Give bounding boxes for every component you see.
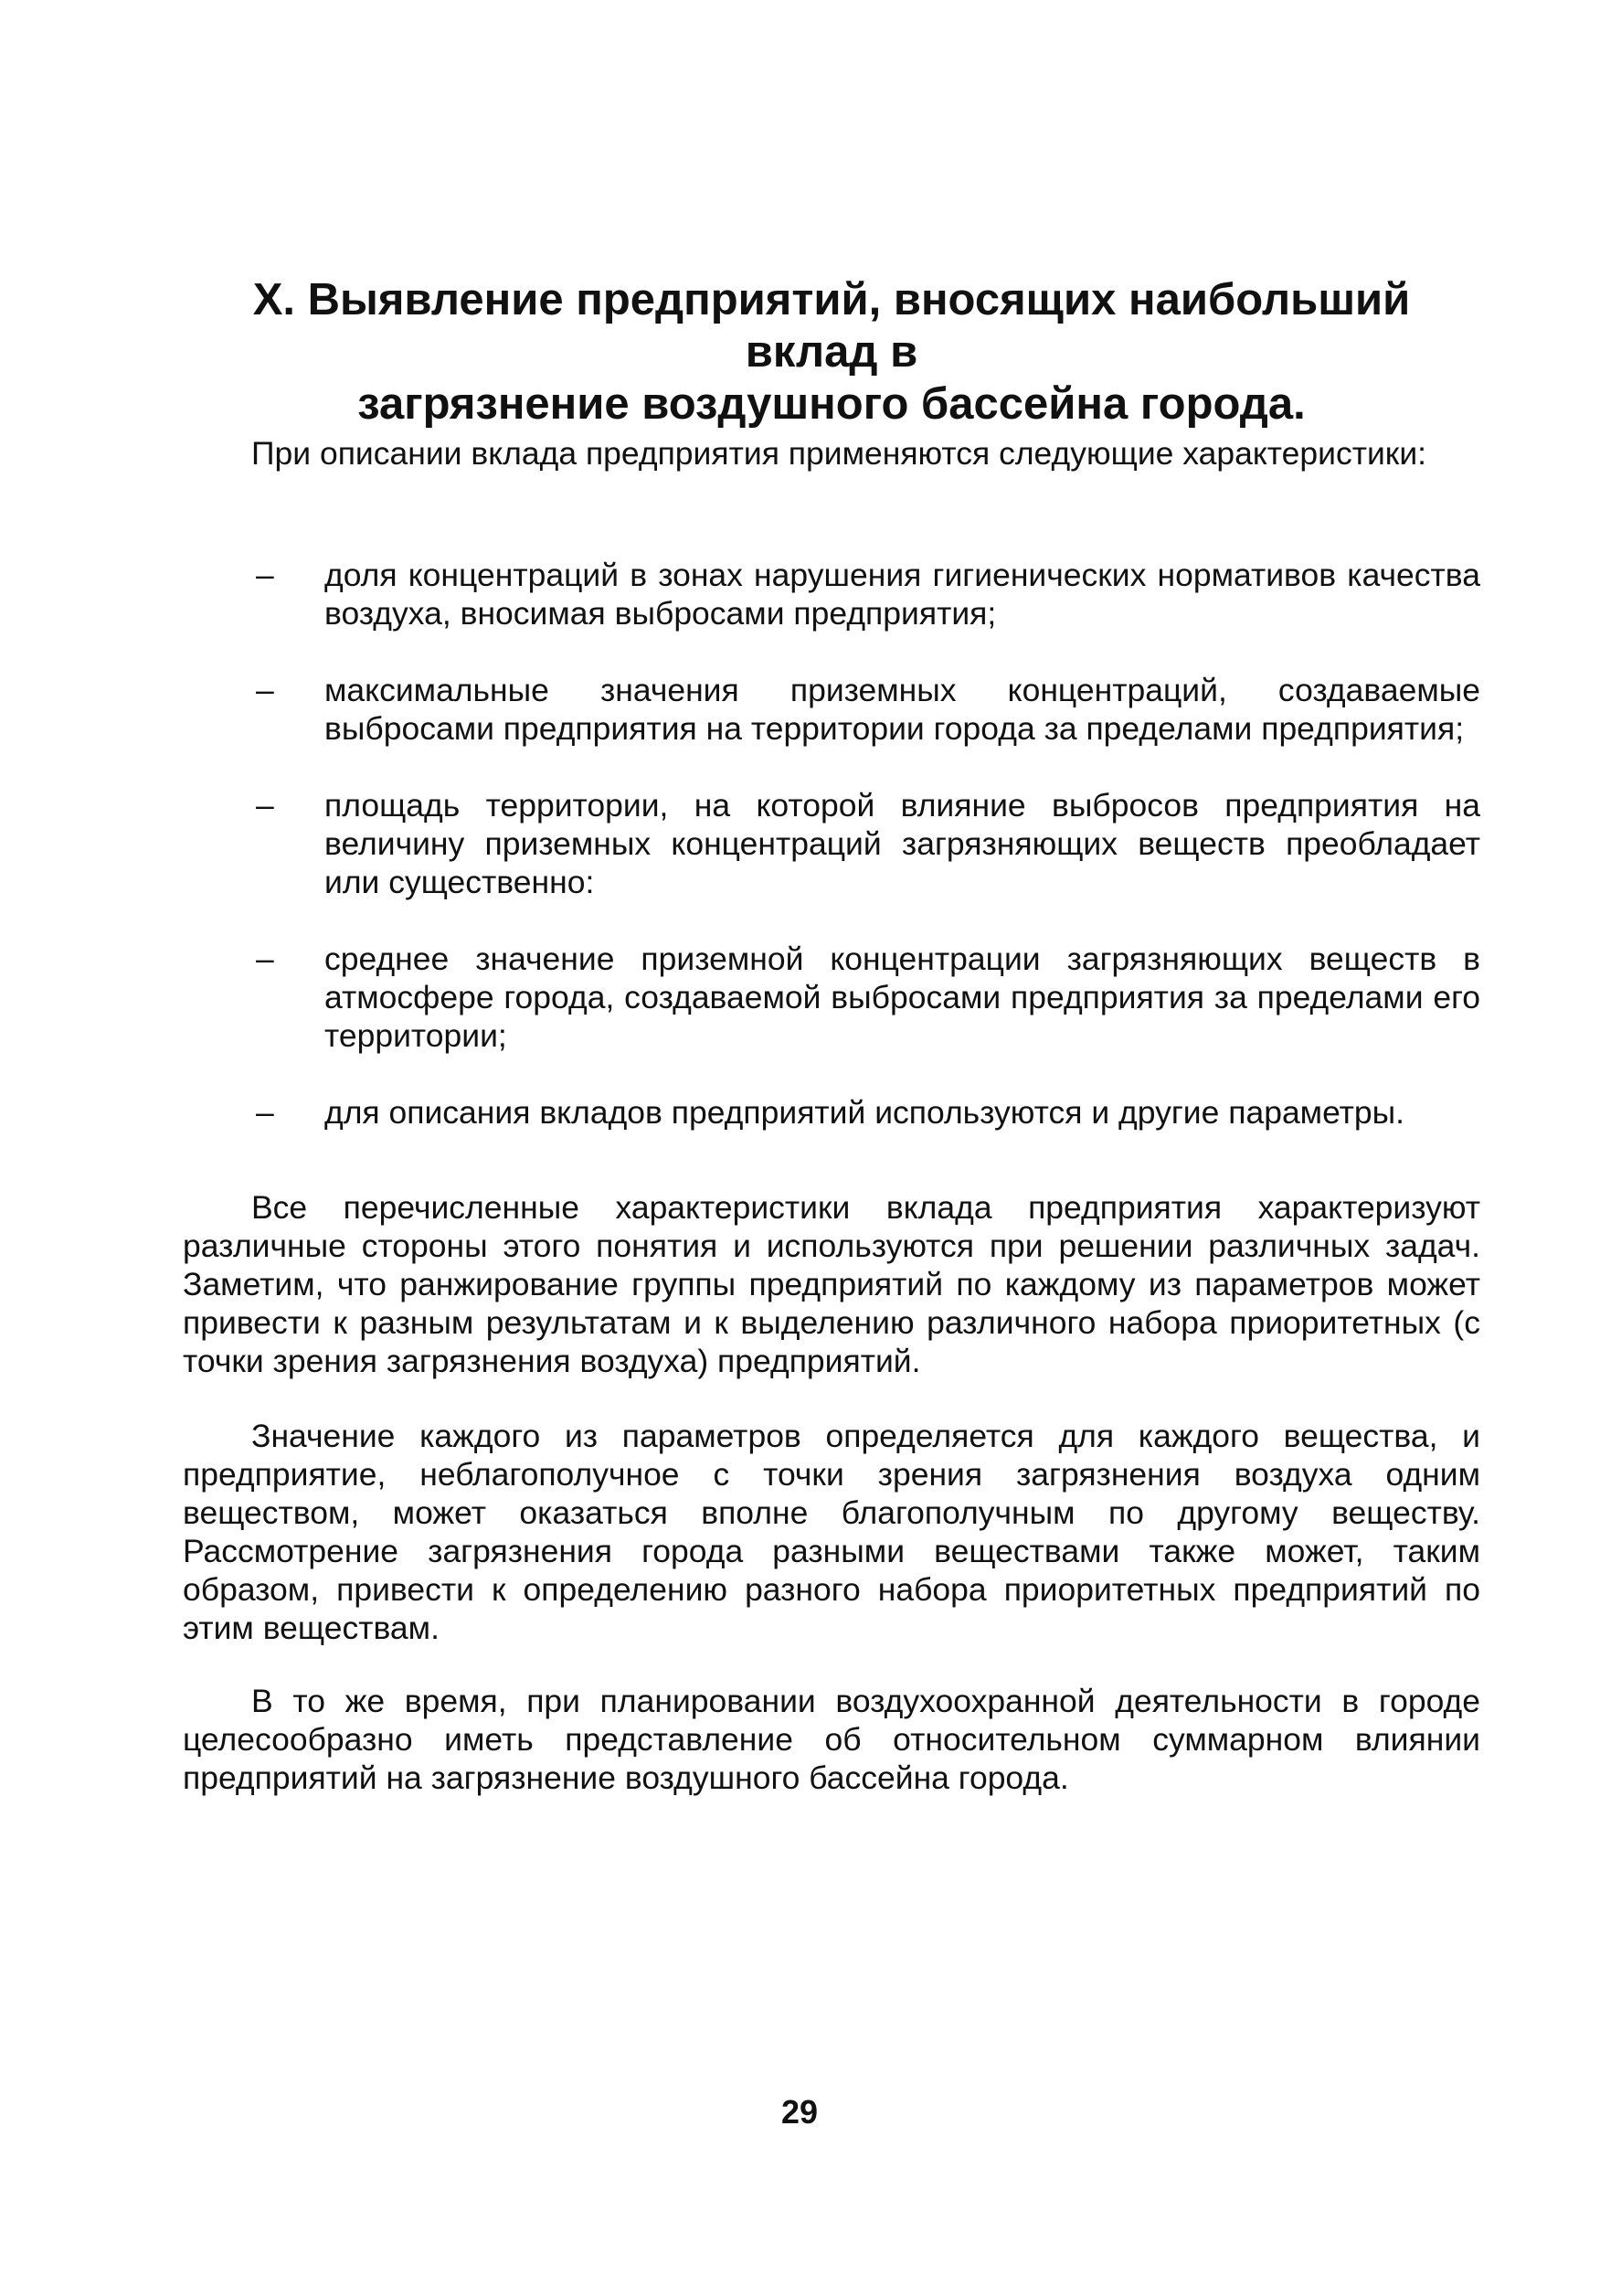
body-paragraph-2: Значение каждого из параметров определяется для каждого вещества, и предприятие, неблагополучное с точки зрения загрязнения воздуха одним веществом, может оказаться вполне благополучным по другому веществу. Рассмотрение загрязнения города разными веществами также может, таким образом, привести к определению разного набора приоритетных предприятий по этим веществам. [183, 1418, 1480, 1646]
list-item [183, 556, 1480, 632]
list-item [183, 1093, 1480, 1132]
list-item [183, 940, 1480, 1055]
section-title-line-1: X. Выявление предприятий, вносящих наибольший вклад в [252, 275, 1411, 377]
list-item-text: площадь территории, на которой влияние выбросов предприятия на величину приземных концентраций загрязняющих веществ преобладает или существенно: [324, 787, 1480, 900]
list-item-dash: – [256, 941, 274, 977]
list-item-dash: – [256, 1094, 274, 1131]
list-item [183, 671, 1480, 748]
list-item-dash: – [256, 787, 274, 824]
list-item-dash: – [256, 672, 274, 708]
list-item-dash: – [256, 557, 274, 593]
list-item-text: максимальные значения приземных концентраций, создаваемые выбросами предприятия на территории города за пределами предприятия; [324, 672, 1480, 747]
body-paragraph-3: В то же время, при планировании воздухоохранной деятельности в городе целесообразно иметь представление об относительном суммарном влиянии предприятий на загрязнение воздушного бассейна города. [183, 1683, 1480, 1796]
list-item-text: доля концентраций в зонах нарушения гигиенических нормативов качества воздуха, вносимая выбросами предприятия; [324, 557, 1480, 632]
body-paragraph-1: Все перечисленные характеристики вклада предприятия характеризуют различные стороны этого понятия и используются при решении различных задач. Заметим, что ранжирование группы предприятий по каждому из параметров может привести к разным результатам и к выделению различного набора приоритетных (с точки зрения загрязнения воздуха) предприятий. [183, 1189, 1480, 1379]
section-title [183, 274, 1480, 430]
list-item [183, 786, 1480, 901]
characteristics-list [183, 556, 1480, 1170]
intro-paragraph: При описании вклада предприятия применяются следующие характеристики: [251, 435, 1427, 472]
list-item-text: среднее значение приземной концентрации загрязняющих веществ в атмосфере города, создаваемой выбросами предприятия за пределами его территории; [324, 941, 1480, 1054]
page-number: 29 [780, 2093, 819, 2131]
section-title-line-2: загрязнение воздушного бассейна города. [357, 379, 1306, 429]
list-item-text: для описания вкладов предприятий используются и другие параметры. [324, 1094, 1405, 1131]
